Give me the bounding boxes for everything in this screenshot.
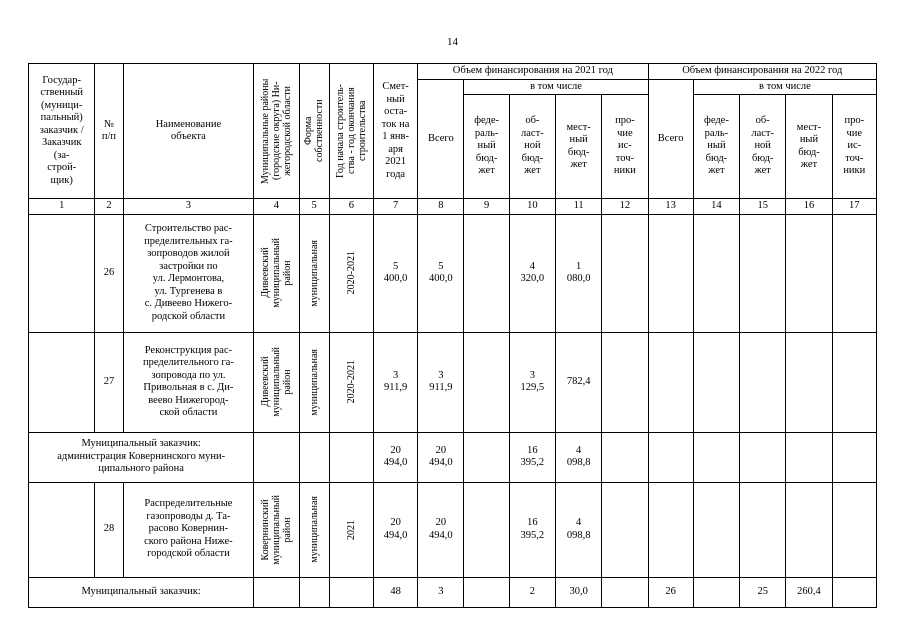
col-num: 15 (740, 199, 786, 215)
other-2022-value (832, 482, 876, 577)
district-cell (254, 214, 299, 332)
estimate-value: 20 494,0 (373, 482, 417, 577)
other-2022-value (832, 577, 876, 607)
ownership-text: муниципальная (308, 348, 320, 416)
regional-2021-value: 4 320,0 (509, 214, 555, 332)
empty-cell (299, 432, 329, 482)
federal-2021-value (464, 432, 509, 482)
years-cell (329, 332, 373, 432)
local-2022-value (786, 482, 832, 577)
estimate-value: 20 494,0 (373, 432, 417, 482)
local-2022-value: 260,4 (786, 577, 832, 607)
customer-cell (29, 214, 95, 332)
ownership-cell (299, 214, 329, 332)
subtotal-row (29, 577, 877, 607)
other-2021-value (602, 432, 648, 482)
subtotal-label: Муниципальный заказчик: (29, 577, 254, 607)
header-object-name: Наименование объекта (123, 64, 254, 199)
empty-cell (329, 432, 373, 482)
total-2022-value: 26 (648, 577, 693, 607)
local-2022-value (786, 432, 832, 482)
col-num: 6 (329, 199, 373, 215)
customer-cell (29, 332, 95, 432)
years-cell (329, 214, 373, 332)
col-num: 11 (556, 199, 602, 215)
header-local-2021: мест- ный бюд- жет (556, 95, 602, 199)
column-numbers-row (29, 199, 877, 215)
row-number: 28 (95, 482, 123, 577)
ownership-cell (299, 482, 329, 577)
federal-2022-value (693, 577, 739, 607)
local-2021-value: 782,4 (556, 332, 602, 432)
other-2021-value (602, 332, 648, 432)
other-2022-value (832, 214, 876, 332)
local-2021-value: 4 098,8 (556, 432, 602, 482)
header-district (254, 64, 299, 199)
header-ownership-text: Форма собственности (303, 99, 326, 163)
total-2021-value: 5 400,0 (418, 214, 464, 332)
years-cell (329, 482, 373, 577)
header-ownership (299, 64, 329, 199)
header-local-2022: мест- ный бюд- жет (786, 95, 832, 199)
other-2022-value (832, 432, 876, 482)
header-fin-2022: Объем финансирования на 2022 год (648, 64, 876, 80)
federal-2022-value (693, 432, 739, 482)
other-2021-value (602, 482, 648, 577)
header-regional-2021: об- ласт- ной бюд- жет (509, 95, 555, 199)
col-num: 7 (373, 199, 417, 215)
ownership-cell (299, 332, 329, 432)
empty-cell (299, 577, 329, 607)
col-num: 17 (832, 199, 876, 215)
federal-2021-value (464, 577, 509, 607)
header-years-text: Год начала строитель- ства - год окончания строительства (334, 83, 368, 179)
col-num: 5 (299, 199, 329, 215)
regional-2021-value: 16 395,2 (509, 432, 555, 482)
object-name: Строительство рас- пределительных га- зопроводов жилой застройки по ул. Лермонтова, ул. Тургенева в с. Дивеево Нижего- родской области (123, 214, 254, 332)
years-text: 2020-2021 (345, 360, 357, 404)
header-federal-2021: феде- раль- ный бюд- жет (464, 95, 509, 199)
regional-2022-value (740, 214, 786, 332)
empty-cell (254, 577, 299, 607)
district-text: Дивеевский муниципальный район (259, 347, 293, 417)
table-row (29, 214, 877, 332)
header-federal-2022: феде- раль- ный бюд- жет (693, 95, 739, 199)
local-2021-value: 1 080,0 (556, 214, 602, 332)
table-row (29, 482, 877, 577)
object-name: Реконструкция рас- пределительного га- зопровода по ул. Привольная в с. Ди- веево Нижегород- ской области (123, 332, 254, 432)
col-num: 12 (602, 199, 648, 215)
col-num: 3 (123, 199, 254, 215)
district-text: Дивеевский муниципальный район (259, 238, 293, 308)
other-2021-value (602, 577, 648, 607)
header-including-2021: в том числе (464, 79, 648, 95)
total-2022-value (648, 214, 693, 332)
header-other-2022: про- чие ис- точ- ники (832, 95, 876, 199)
page-number: 14 (447, 36, 458, 48)
years-text: 2020-2021 (345, 251, 357, 295)
regional-2022-value (740, 482, 786, 577)
regional-2021-value: 3 129,5 (509, 332, 555, 432)
header-years (329, 64, 373, 199)
total-2021-value: 20 494,0 (418, 482, 464, 577)
col-num: 13 (648, 199, 693, 215)
other-2022-value (832, 332, 876, 432)
object-name: Распределительные газопроводы д. Та- расово Ковернин- ского района Ниже- городской области (123, 482, 254, 577)
district-cell (254, 482, 299, 577)
row-number: 26 (95, 214, 123, 332)
header-estimate: Смет- ный оста- ток на 1 янв- аря 2021 года (373, 64, 417, 199)
federal-2021-value (464, 214, 509, 332)
col-num: 10 (509, 199, 555, 215)
estimate-value: 5 400,0 (373, 214, 417, 332)
col-num: 8 (418, 199, 464, 215)
customer-cell (29, 482, 95, 577)
district-text: Ковернинский муниципальный район (259, 494, 293, 565)
local-2022-value (786, 332, 832, 432)
ownership-text: муниципальная (308, 239, 320, 307)
regional-2022-value (740, 432, 786, 482)
header-customer: Государ- ственный (муници- пальный) заказчик / Заказчик (за- строй- щик) (29, 64, 95, 199)
estimate-value: 3 911,9 (373, 332, 417, 432)
col-num: 14 (693, 199, 739, 215)
col-num: 16 (786, 199, 832, 215)
federal-2022-value (693, 482, 739, 577)
empty-cell (254, 432, 299, 482)
local-2021-value: 4 098,8 (556, 482, 602, 577)
row-number: 27 (95, 332, 123, 432)
federal-2021-value (464, 482, 509, 577)
subtotal-label: Муниципальный заказчик: администрация Ковернинского муни- ципального района (29, 432, 254, 482)
header-other-2021: про- чие ис- точ- ники (602, 95, 648, 199)
local-2021-value: 30,0 (556, 577, 602, 607)
federal-2021-value (464, 332, 509, 432)
regional-2021-value: 2 (509, 577, 555, 607)
regional-2022-value (740, 332, 786, 432)
total-2022-value (648, 332, 693, 432)
total-2021-value: 3 911,9 (418, 332, 464, 432)
regional-2022-value: 25 (740, 577, 786, 607)
regional-2021-value: 16 395,2 (509, 482, 555, 577)
total-2021-value: 20 494,0 (418, 432, 464, 482)
federal-2022-value (693, 214, 739, 332)
col-num: 9 (464, 199, 509, 215)
header-total-2022: Всего (648, 79, 693, 199)
subtotal-row (29, 432, 877, 482)
col-num: 4 (254, 199, 299, 215)
header-including-2022: в том числе (693, 79, 876, 95)
total-2021-value: 3 (418, 577, 464, 607)
col-num: 1 (29, 199, 95, 215)
table-row (29, 332, 877, 432)
local-2022-value (786, 214, 832, 332)
header-district-text: Муниципальные районы (городские округа) Ни- жегородской области (259, 78, 293, 184)
years-text: 2021 (345, 519, 357, 540)
district-cell (254, 332, 299, 432)
estimate-value: 48 (373, 577, 417, 607)
federal-2022-value (693, 332, 739, 432)
col-num: 2 (95, 199, 123, 215)
financing-table (28, 63, 877, 608)
empty-cell (329, 577, 373, 607)
header-fin-2021: Объем финансирования на 2021 год (418, 64, 648, 80)
ownership-text: муниципальная (308, 496, 320, 563)
header-total-2021: Всего (418, 79, 464, 199)
total-2022-value (648, 432, 693, 482)
other-2021-value (602, 214, 648, 332)
header-number: № п/п (95, 64, 123, 199)
total-2022-value (648, 482, 693, 577)
header-regional-2022: об- ласт- ной бюд- жет (740, 95, 786, 199)
